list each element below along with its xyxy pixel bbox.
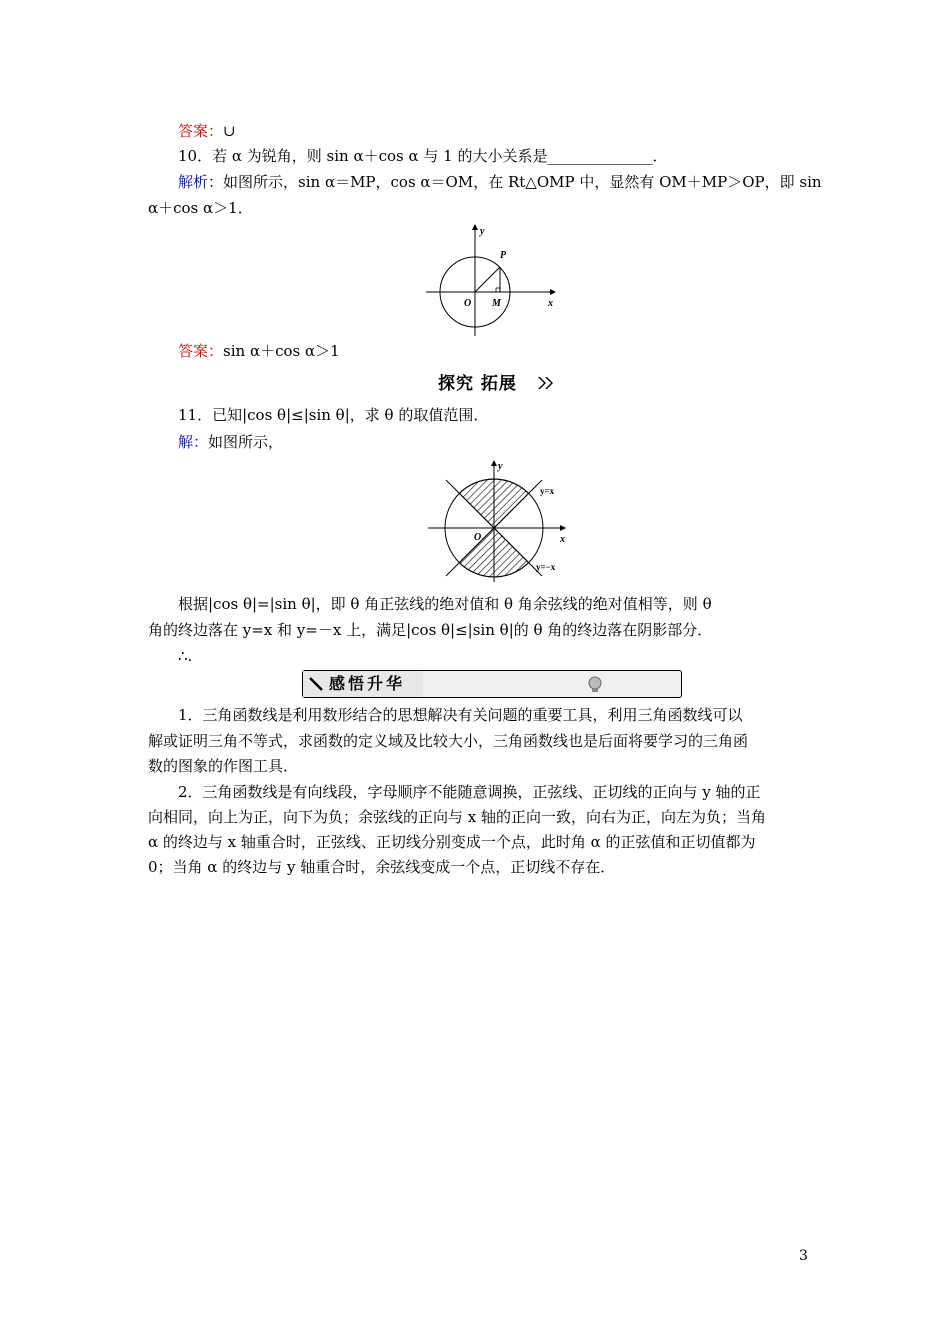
insight-p1-line2: 解或证明三角不等式，求函数的定义域及比较大小，三角函数线也是后面将要学习的三角函 (148, 732, 749, 750)
insight-p2-line1: 2．三角函数线是有向线段，字母顺序不能随意调换，正弦线、正切线的正向与 y 轴的正 (178, 783, 761, 801)
explore-banner (436, 370, 556, 396)
origin-label: O (474, 532, 482, 543)
q10-answer (178, 341, 340, 361)
explore-banner-text: 探究 拓展 (438, 374, 517, 394)
point-p-label: P (500, 250, 507, 261)
x-axis-label: x (560, 534, 565, 545)
y-axis-label: y (498, 461, 503, 472)
q11-body-line1: 根据|cos θ|=|sin θ|，即 θ 角正弦线的绝对值和 θ 角余弦线的绝对值相等，则 θ (178, 595, 712, 613)
answer-label: 答案： (178, 122, 224, 140)
insight-banner (302, 670, 682, 698)
q11-question: 11．已知|cos θ|≤|sin θ|，求 θ 的取值范围． (178, 406, 489, 424)
insight-p2-line2: 向相同，向上为正，向下为负；余弦线的正向与 x 轴的正向一致，向右为正，向左为负；当角 (148, 808, 766, 826)
globe-icon (585, 674, 605, 694)
line-y-eq-x-label: y=x (540, 486, 555, 496)
explore-banner-graphic (436, 370, 556, 396)
insight-banner-title (303, 671, 423, 697)
q10-analysis-line2: α＋cos α＞1． (148, 199, 253, 217)
insight-p1-line1: 1．三角函数线是利用数形结合的思想解决有关问题的重要工具，利用三角函数线可以 (178, 706, 743, 724)
q9-answer (178, 121, 236, 141)
answer-text: sin α＋cos α＞1 (223, 342, 340, 360)
point-m-label: M (492, 298, 501, 309)
insight-banner-text: 感悟升华 (329, 674, 406, 693)
unit-circle-figure (420, 222, 560, 340)
origin-label: O (464, 298, 472, 309)
q11-body-line2: 角的终边落在 y=x 和 y=－x 上，满足|cos θ|≤|sin θ|的 θ 角的终边落在阴影部分． (148, 621, 713, 639)
y-axis-label: y (480, 226, 485, 237)
x-axis-label: x (548, 298, 553, 309)
slash-icon (307, 675, 325, 693)
insight-p2-line3: α 的终边与 x 轴重合时，正弦线、正切线分别变成一个点，此时角 α 的正弦值和正切值都为 (148, 833, 756, 851)
insight-p2-line4: 0；当角 α 的终边与 y 轴重合时，余弦线变成一个点，正切线不存在． (148, 858, 616, 876)
line-y-eq-neg-x-label: y=−x (536, 562, 556, 572)
q11-solution (178, 432, 283, 452)
q10-question: 10．若 α 为锐角，则 sin α＋cos α 与 1 的大小关系是______________． (178, 147, 668, 165)
q10-analysis-line1 (178, 172, 822, 192)
solution-label: 解： (178, 433, 209, 451)
page-number: 3 (799, 1248, 808, 1264)
solution-text: 如图所示， (208, 433, 284, 451)
shaded-region-figure (424, 458, 574, 586)
analysis-text: ：如图所示，sin α＝MP，cos α＝OM，在 Rt△OMP 中，显然有 OM＋MP＞OP，即 sin (208, 173, 822, 191)
answer-text: ∪ (223, 122, 236, 140)
q11-therefore: ∴. (178, 647, 193, 665)
answer-label: 答案： (178, 342, 224, 360)
insight-p1-line3: 数的图象的作图工具． (148, 757, 299, 775)
analysis-label: 解析 (178, 173, 209, 191)
